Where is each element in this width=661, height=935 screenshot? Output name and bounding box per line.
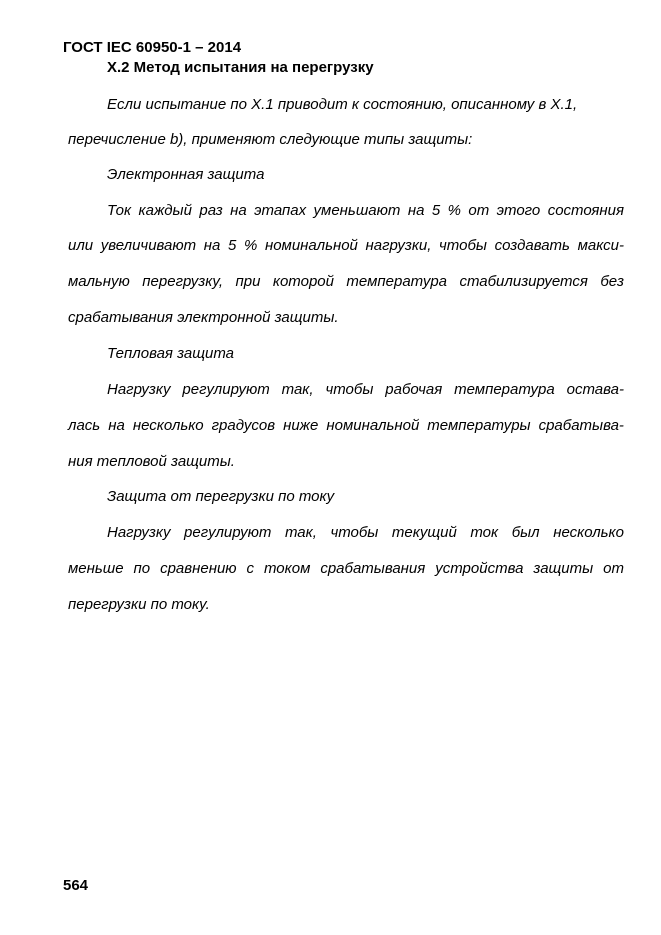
word: каждый	[138, 202, 192, 219]
word: срабатывания	[320, 560, 426, 577]
thermal-protection-line-2	[68, 417, 624, 435]
word: этого	[496, 202, 541, 219]
word: стабилизируется	[459, 273, 588, 290]
word: чтобы	[330, 524, 379, 541]
word: мальную	[68, 273, 130, 290]
word: ток	[470, 524, 499, 541]
word: на	[230, 202, 247, 219]
word: температура	[454, 381, 555, 398]
electronic-protection-line-1	[107, 202, 624, 220]
word: температуры	[427, 417, 531, 434]
word: Нагрузку	[107, 524, 171, 541]
electronic-protection-line-3	[68, 273, 624, 291]
word: лась	[68, 417, 101, 434]
word: нагрузки,	[365, 237, 432, 254]
word: без	[600, 273, 624, 290]
word: при	[235, 273, 261, 290]
intro-line-1: Если испытание по X.1 приводит к состоянию, описанному в X.1,	[107, 96, 578, 113]
word: по	[133, 560, 151, 577]
word: от	[603, 560, 624, 577]
word: создавать	[494, 237, 570, 254]
word: Нагрузку	[107, 381, 171, 398]
word: меньше	[68, 560, 124, 577]
word: током	[263, 560, 311, 577]
word: макси-	[577, 237, 624, 254]
word: 5	[228, 237, 237, 254]
word: уменьшают	[313, 202, 401, 219]
word: номинальной	[264, 237, 358, 254]
page-number: 564	[63, 877, 89, 894]
word: ниже	[283, 417, 319, 434]
word: на	[203, 237, 221, 254]
word: номинальной	[326, 417, 420, 434]
word: защиты	[533, 560, 594, 577]
word: увеличивают	[100, 237, 197, 254]
word: состояния	[547, 202, 624, 219]
electronic-protection-heading: Электронная защита	[107, 166, 265, 183]
document-code-header: ГОСТ IEC 60950-1 – 2014	[63, 39, 242, 56]
word: %	[447, 202, 461, 219]
word: несколько	[132, 417, 204, 434]
word: перегрузку,	[142, 273, 224, 290]
word: %	[243, 237, 258, 254]
word: текущий	[391, 524, 457, 541]
word: был	[511, 524, 540, 541]
word: срабатыва-	[538, 417, 624, 434]
word: на	[108, 417, 125, 434]
overcurrent-protection-line-1	[107, 524, 624, 542]
thermal-protection-heading: Тепловая защита	[107, 345, 235, 362]
overcurrent-protection-line-3: перегрузки по току.	[68, 596, 210, 613]
word: чтобы	[439, 237, 487, 254]
word: сравнению	[160, 560, 237, 577]
electronic-protection-line-4: срабатывания электронной защиты.	[68, 309, 339, 326]
word: чтобы	[325, 381, 374, 398]
overcurrent-protection-heading: Защита от перегрузки по току	[107, 488, 335, 505]
thermal-protection-line-1	[107, 381, 624, 399]
word: регулируют	[182, 381, 270, 398]
thermal-protection-line-3: ния тепловой защиты.	[68, 453, 235, 470]
word: устройства	[435, 560, 524, 577]
overcurrent-protection-line-2	[68, 560, 624, 578]
word: на	[407, 202, 425, 219]
word: этапах	[254, 202, 307, 219]
word: от	[468, 202, 490, 219]
word: Ток	[107, 202, 132, 219]
word: несколько	[553, 524, 624, 541]
word: остава-	[566, 381, 624, 398]
word: которой	[272, 273, 334, 290]
word: так,	[281, 381, 314, 398]
word: 5	[431, 202, 441, 219]
intro-line-2: перечисление b), применяют следующие типы защиты:	[68, 131, 473, 148]
section-title: X.2 Метод испытания на перегрузку	[107, 59, 374, 76]
word: так,	[284, 524, 317, 541]
word: с	[246, 560, 255, 577]
word: или	[68, 237, 94, 254]
word: регулируют	[184, 524, 272, 541]
word: рабочая	[385, 381, 443, 398]
word: раз	[199, 202, 223, 219]
word: градусов	[211, 417, 276, 434]
word: температура	[346, 273, 448, 290]
electronic-protection-line-2	[68, 237, 624, 255]
